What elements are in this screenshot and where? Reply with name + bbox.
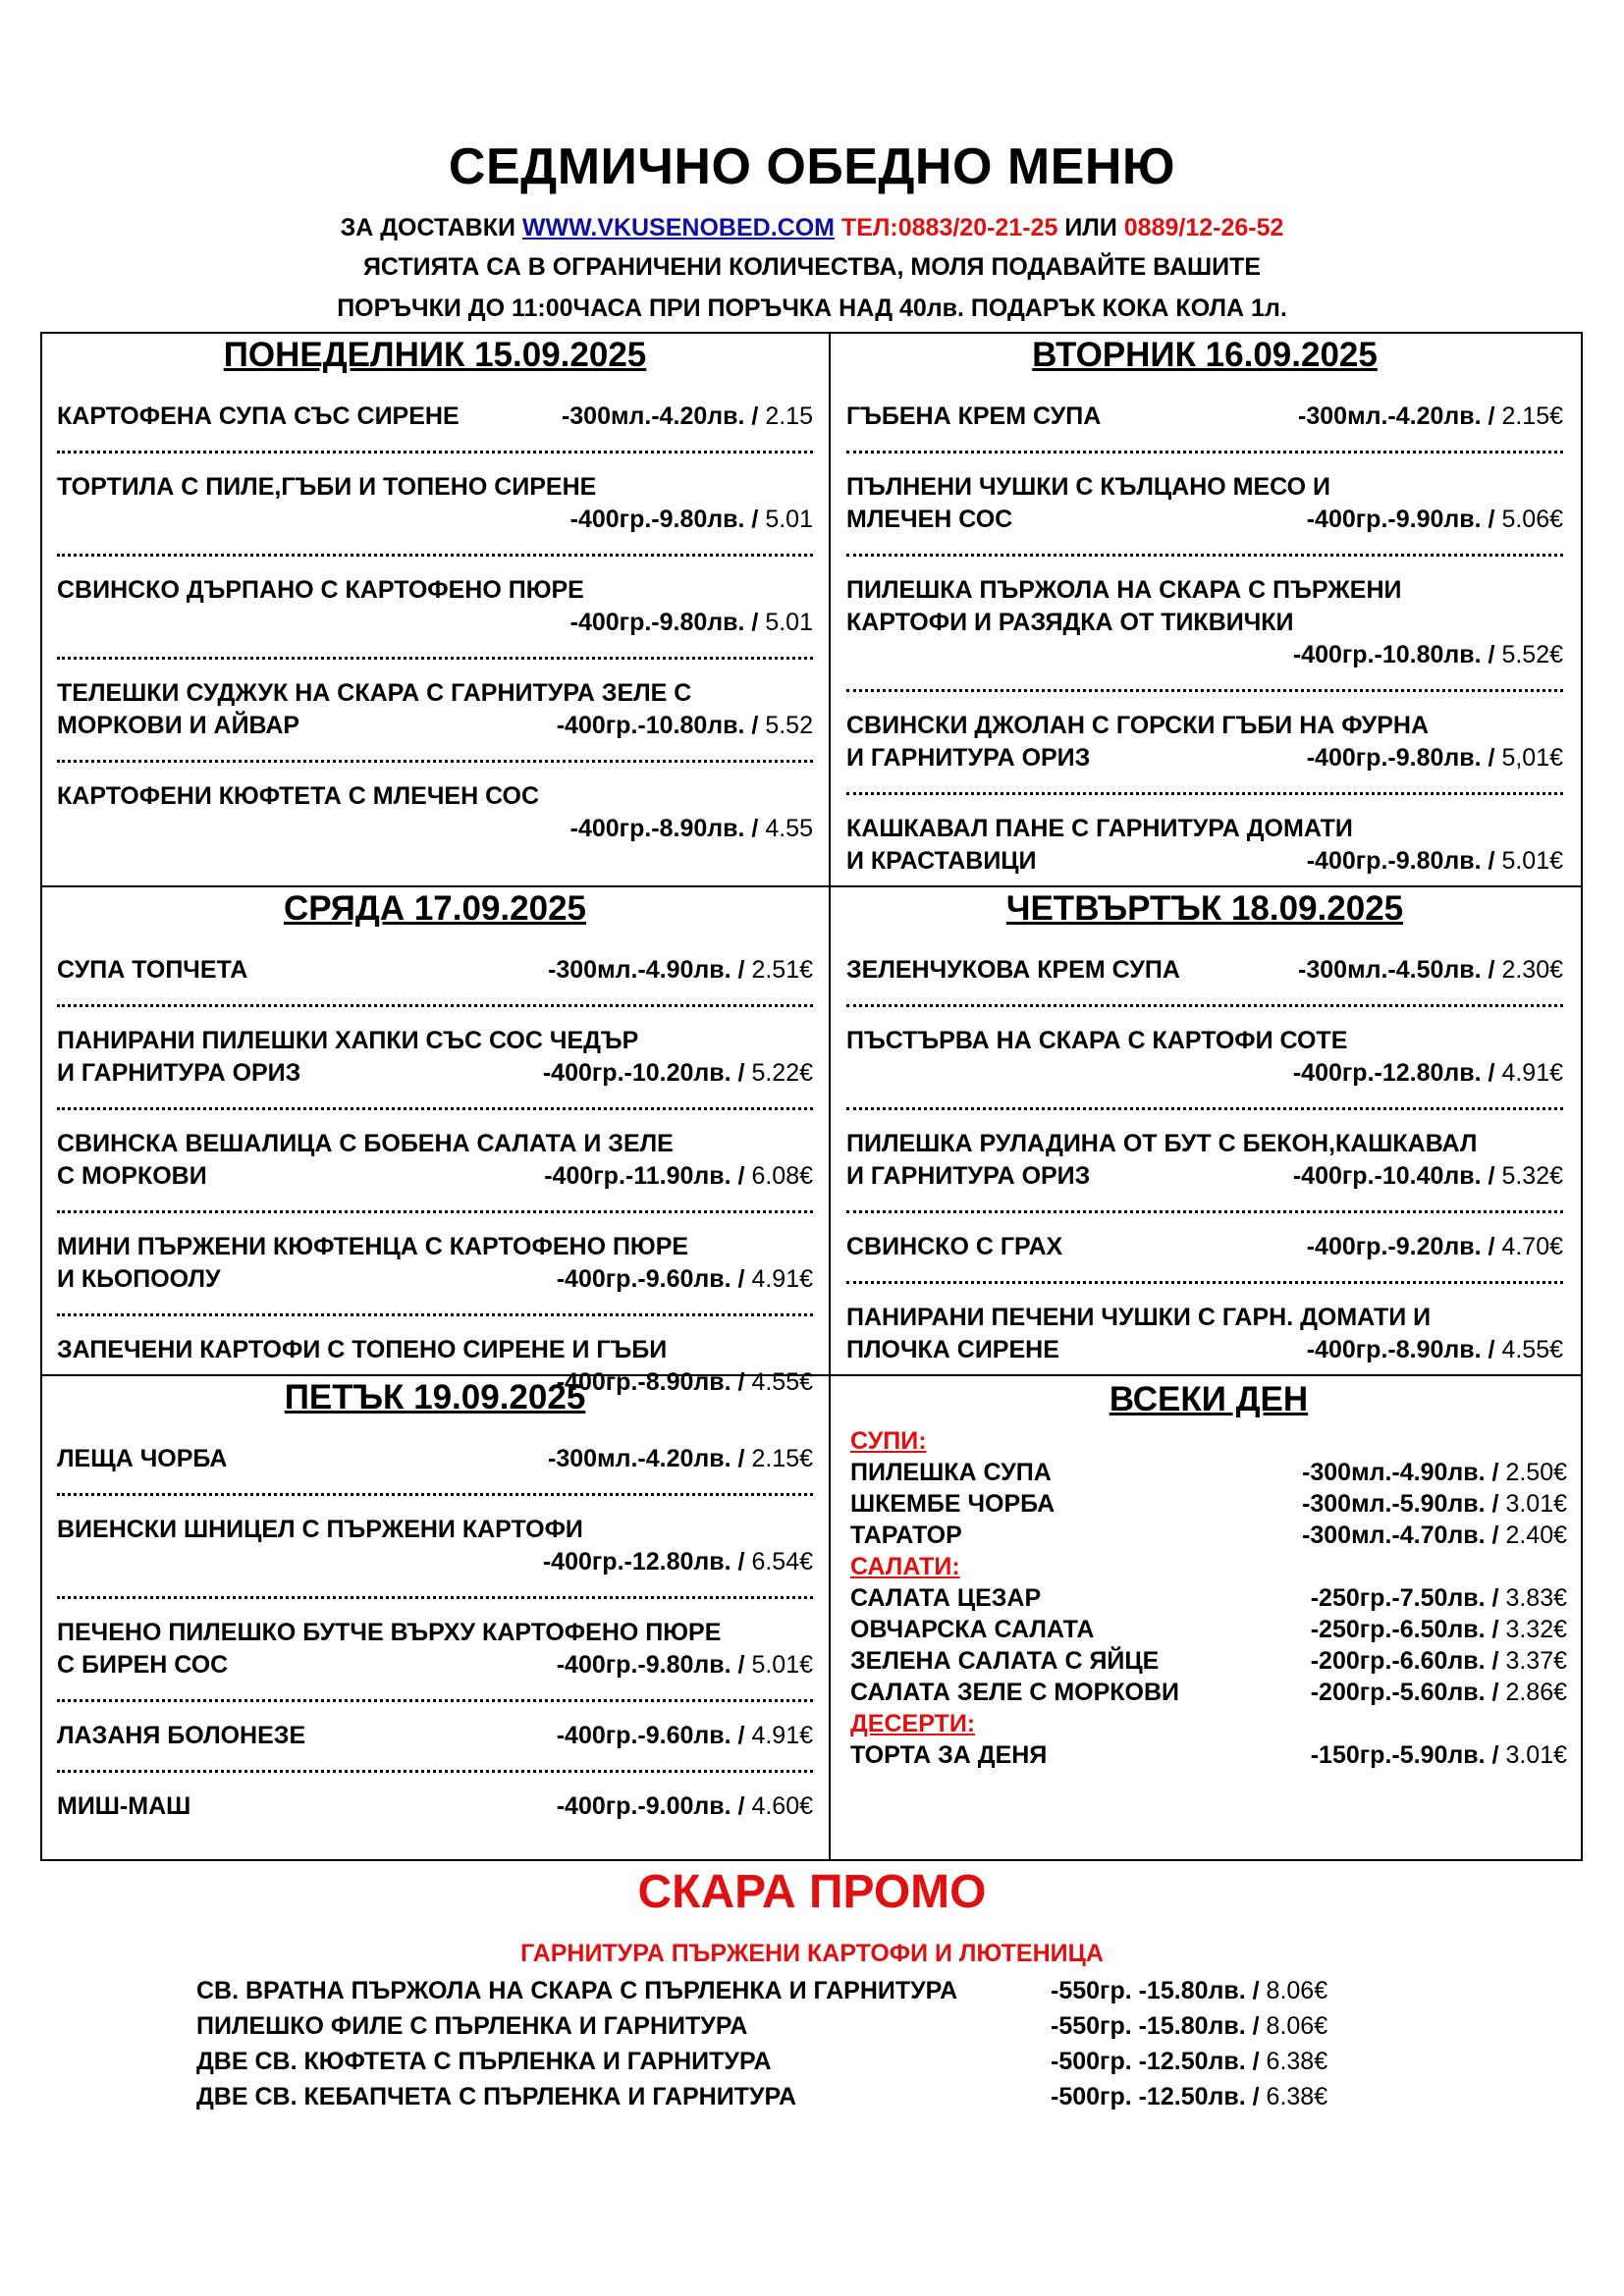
price-eur: 5.22€ bbox=[751, 1059, 813, 1087]
menu-item-price bbox=[1293, 1160, 1563, 1193]
menu-item-price bbox=[557, 1720, 813, 1752]
price-eur: 6.08€ bbox=[751, 1162, 813, 1190]
grid-divider-row-1 bbox=[40, 885, 1583, 887]
price-bgn: -400гр.-9.20лв. / bbox=[1306, 1233, 1495, 1260]
promo-subtitle: ГАРНИТУРА ПЪРЖЕНИ КАРТОФИ И ЛЮТЕНИЦА bbox=[520, 1940, 1104, 1967]
price-bgn: -400гр.-10.20лв. / bbox=[542, 1059, 745, 1087]
everyday-item-price bbox=[1311, 1645, 1567, 1677]
category-label: СУПИ: bbox=[850, 1427, 927, 1455]
everyday-item-price bbox=[1302, 1457, 1567, 1488]
dotted-separator bbox=[57, 540, 813, 557]
promo-item-name: ПИЛЕШКО ФИЛЕ С ПЪРЛЕНКА И ГАРНИТУРА bbox=[196, 2012, 748, 2040]
page-title: СЕДМИЧНО ОБЕДНО МЕНЮ bbox=[448, 138, 1176, 195]
menu-item-price bbox=[570, 504, 813, 536]
menu-item bbox=[57, 574, 813, 639]
day-section bbox=[57, 889, 813, 1399]
menu-item-name: ПЕЧЕНО ПИЛЕШКО БУТЧЕ ВЪРХУ КАРТОФЕНО ПЮРЕ bbox=[57, 1619, 722, 1646]
price-eur: 6.54€ bbox=[751, 1548, 813, 1575]
price-eur: 3.83€ bbox=[1505, 1584, 1567, 1612]
dotted-separator bbox=[846, 437, 1563, 454]
promo-item bbox=[196, 2044, 1384, 2079]
menu-item bbox=[57, 954, 813, 987]
website-link[interactable]: WWW.VKUSENOBED.COM bbox=[521, 214, 835, 241]
menu-item-name: КАШКАВАЛ ПАНЕ С ГАРНИТУРА ДОМАТИ bbox=[846, 815, 1353, 842]
dotted-separator bbox=[57, 1582, 813, 1599]
price-bgn: -400гр.-9.90лв. / bbox=[1306, 506, 1495, 533]
menu-item-price bbox=[1307, 742, 1563, 774]
everyday-item bbox=[850, 1457, 1567, 1488]
price-eur: 4.60€ bbox=[751, 1792, 813, 1820]
everyday-item-price bbox=[1311, 1677, 1567, 1708]
dotted-separator bbox=[57, 1300, 813, 1316]
everyday-item-price bbox=[1302, 1488, 1567, 1520]
everyday-item bbox=[850, 1677, 1567, 1708]
menu-item-price bbox=[1298, 954, 1563, 987]
dotted-separator bbox=[846, 1094, 1563, 1110]
menu-item bbox=[846, 710, 1563, 774]
price-eur: 2.86€ bbox=[1505, 1679, 1567, 1706]
dotted-separator bbox=[57, 1479, 813, 1496]
menu-item-price bbox=[1307, 845, 1563, 878]
price-bgn: -400гр.-12.80лв. / bbox=[1292, 1059, 1495, 1087]
price-eur: 2.15 bbox=[765, 402, 813, 430]
price-eur: 5.52€ bbox=[1501, 641, 1563, 668]
dotted-separator bbox=[846, 1197, 1563, 1213]
price-eur: 5.52 bbox=[765, 712, 813, 739]
price-bgn: -550гр. -15.80лв. / bbox=[1051, 2012, 1260, 2040]
menu-item bbox=[57, 1231, 813, 1296]
menu-item bbox=[57, 677, 813, 742]
price-bgn: -200гр.-6.60лв. / bbox=[1310, 1647, 1499, 1675]
price-bgn: -500гр. -12.50лв. / bbox=[1051, 2048, 1260, 2075]
menu-item bbox=[846, 1025, 1563, 1090]
everyday-item-price bbox=[1311, 1614, 1567, 1645]
everyday-title: ВСЕКИ ДЕН bbox=[1109, 1380, 1309, 1418]
dotted-separator bbox=[57, 1094, 813, 1110]
menu-item-name: И ГАРНИТУРА ОРИЗ bbox=[846, 1162, 1091, 1190]
everyday-item-name: САЛАТА ЗЕЛЕ С МОРКОВИ bbox=[850, 1679, 1180, 1706]
menu-item-price bbox=[557, 1263, 813, 1296]
price-eur: 6.38€ bbox=[1266, 2083, 1328, 2110]
dotted-separator bbox=[57, 643, 813, 660]
menu-item bbox=[57, 1443, 813, 1475]
menu-item-price bbox=[557, 1649, 813, 1682]
day-title: ЧЕТВЪРТЪК 18.09.2025 bbox=[1005, 889, 1404, 928]
menu-item-name: ТЕЛЕШКИ СУДЖУК НА СКАРА С ГАРНИТУРА ЗЕЛЕ С bbox=[57, 679, 692, 707]
price-eur: 3.32€ bbox=[1505, 1616, 1567, 1643]
price-eur: 2.50€ bbox=[1505, 1459, 1567, 1486]
price-bgn: -550гр. -15.80лв. / bbox=[1051, 1977, 1260, 2004]
menu-item-name: ПАНИРАНИ ПИЛЕШКИ ХАПКИ СЪС СОС ЧЕДЪР bbox=[57, 1027, 639, 1054]
price-bgn: -400гр.-8.90лв. / bbox=[1306, 1336, 1495, 1363]
price-eur: 4.91€ bbox=[751, 1722, 813, 1749]
menu-item-price bbox=[1307, 504, 1563, 536]
menu-item bbox=[846, 574, 1563, 671]
menu-item-name: ПАНИРАНИ ПЕЧЕНИ ЧУШКИ С ГАРН. ДОМАТИ И bbox=[846, 1304, 1432, 1331]
price-eur: 2.51€ bbox=[751, 956, 813, 984]
category-label: ДЕСЕРТИ: bbox=[850, 1710, 976, 1737]
price-bgn: -400гр.-8.90лв. / bbox=[556, 1368, 745, 1396]
everyday-item-name: ЗЕЛЕНА САЛАТА С ЯЙЦЕ bbox=[850, 1647, 1160, 1675]
menu-item-name: И КРАСТАВИЦИ bbox=[846, 847, 1037, 875]
menu-item-price bbox=[543, 1546, 813, 1578]
everyday-item bbox=[850, 1645, 1567, 1677]
menu-item-price bbox=[562, 400, 813, 433]
menu-item-price bbox=[548, 1443, 813, 1475]
price-eur: 2.30€ bbox=[1501, 956, 1563, 984]
menu-item-name: С БИРЕН СОС bbox=[57, 1651, 229, 1679]
menu-item-name: ЛАЗАНЯ БОЛОНЕЗЕ bbox=[57, 1722, 306, 1749]
dotted-separator bbox=[846, 778, 1563, 795]
menu-item-name: КАРТОФИ И РАЗЯДКА ОТ ТИКВИЧКИ bbox=[846, 609, 1294, 636]
menu-item-price bbox=[1298, 400, 1563, 433]
price-bgn: -500гр. -12.50лв. / bbox=[1051, 2083, 1260, 2110]
day-section bbox=[57, 336, 813, 845]
price-bgn: -250гр.-6.50лв. / bbox=[1310, 1616, 1499, 1643]
promo-item-name: СВ. ВРАТНА ПЪРЖОЛА НА СКАРА С ПЪРЛЕНКА И ГАРНИТУРА bbox=[196, 1977, 958, 2004]
menu-item bbox=[846, 400, 1563, 433]
price-eur: 2.15€ bbox=[1501, 402, 1563, 430]
everyday-item-price bbox=[1302, 1520, 1567, 1551]
menu-item-name: И ГАРНИТУРА ОРИЗ bbox=[846, 744, 1091, 772]
price-eur: 3.01€ bbox=[1505, 1490, 1567, 1518]
price-eur: 4.55 bbox=[765, 815, 813, 842]
menu-item-price bbox=[570, 607, 813, 639]
menu-item-name: ПИЛЕШКА ПЪРЖОЛА НА СКАРА С ПЪРЖЕНИ bbox=[846, 576, 1402, 604]
promo-item-price bbox=[1051, 2079, 1327, 2114]
everyday-item-name: ТАРАТОР bbox=[850, 1522, 962, 1549]
menu-item-name: С МОРКОВИ bbox=[57, 1162, 207, 1190]
menu-item bbox=[57, 471, 813, 536]
menu-item bbox=[846, 1231, 1563, 1263]
day-title: ПОНЕДЕЛНИК 15.09.2025 bbox=[223, 336, 647, 374]
everyday-item-price bbox=[1311, 1582, 1567, 1614]
dotted-separator bbox=[57, 1685, 813, 1702]
price-eur: 2.40€ bbox=[1505, 1522, 1567, 1549]
delivery-label: ЗА ДОСТАВКИ bbox=[340, 214, 515, 241]
menu-item-name: ЛЕЩА ЧОРБА bbox=[57, 1445, 228, 1472]
menu-item bbox=[846, 954, 1563, 987]
price-bgn: -400гр.-9.60лв. / bbox=[556, 1265, 745, 1293]
notice-line-2: ПОРЪЧКИ ДО 11:00ЧАСА ПРИ ПОРЪЧКА НАД 40лв. ПОДАРЪК КОКА КОЛА 1л. bbox=[337, 294, 1287, 322]
price-bgn: -300мл.-4.70лв. / bbox=[1302, 1522, 1499, 1549]
menu-item-name: ГЪБЕНА КРЕМ СУПА bbox=[846, 402, 1102, 430]
menu-item-name: СВИНСКА ВЕШАЛИЦА С БОБЕНА САЛАТА И ЗЕЛЕ bbox=[57, 1130, 674, 1157]
menu-item-name: ПИЛЕШКА РУЛАДИНА ОТ БУТ С БЕКОН,КАШКАВАЛ bbox=[846, 1130, 1478, 1157]
price-bgn: -400гр.-10.80лв. / bbox=[1292, 641, 1495, 668]
menu-item-name: ВИЕНСКИ ШНИЦЕЛ С ПЪРЖЕНИ КАРТОФИ bbox=[57, 1516, 583, 1543]
menu-item-name: СВИНСКО С ГРАХ bbox=[846, 1233, 1063, 1260]
price-bgn: -400гр.-9.80лв. / bbox=[1306, 847, 1495, 875]
everyday-item bbox=[850, 1582, 1567, 1614]
menu-item-price bbox=[1307, 1231, 1563, 1263]
dotted-separator bbox=[57, 437, 813, 454]
menu-item-name: КАРТОФЕНА СУПА СЪС СИРЕНЕ bbox=[57, 402, 460, 430]
price-eur: 5.01 bbox=[765, 506, 813, 533]
day-section bbox=[846, 889, 1563, 1366]
menu-item bbox=[57, 1514, 813, 1578]
price-eur: 5,01€ bbox=[1501, 744, 1563, 772]
day-title: ВТОРНИК 16.09.2025 bbox=[1032, 336, 1378, 374]
menu-item bbox=[57, 1790, 813, 1823]
price-eur: 4.55€ bbox=[751, 1368, 813, 1396]
menu-item-price bbox=[557, 710, 813, 742]
phone-2[interactable]: 0889/12-26-52 bbox=[1123, 214, 1284, 241]
menu-item-price bbox=[1293, 639, 1563, 671]
menu-item-price bbox=[1293, 1057, 1563, 1090]
delivery-line bbox=[0, 214, 1624, 242]
price-eur: 4.55€ bbox=[1501, 1336, 1563, 1363]
menu-item-price bbox=[543, 1057, 813, 1090]
dotted-separator bbox=[846, 675, 1563, 692]
menu-item-name: ЗЕЛЕНЧУКОВА КРЕМ СУПА bbox=[846, 956, 1180, 984]
promo-item bbox=[196, 2079, 1384, 2114]
price-eur: 3.37€ bbox=[1505, 1647, 1567, 1675]
menu-item-price bbox=[1307, 1334, 1563, 1366]
menu-item-name: МОРКОВИ И АЙВАР bbox=[57, 712, 300, 739]
menu-item bbox=[57, 1025, 813, 1090]
category-label: САЛАТИ: bbox=[850, 1553, 960, 1580]
price-eur: 4.91€ bbox=[1501, 1059, 1563, 1087]
promo-item-price bbox=[1051, 2044, 1327, 2079]
day-section bbox=[57, 1378, 813, 1823]
price-bgn: -400гр.-11.90лв. / bbox=[544, 1162, 745, 1190]
menu-item-name: И КЬОПООЛУ bbox=[57, 1265, 221, 1293]
price-eur: 5.01€ bbox=[1501, 847, 1563, 875]
everyday-item-name: ОВЧАРСКА САЛАТА bbox=[850, 1616, 1095, 1643]
dotted-separator bbox=[846, 540, 1563, 557]
menu-item-name: ПЪЛНЕНИ ЧУШКИ С КЪЛЦАНО МЕСО И bbox=[846, 473, 1330, 501]
phone-1[interactable]: ТЕЛ:0883/20-21-25 bbox=[840, 214, 1058, 241]
everyday-item bbox=[850, 1614, 1567, 1645]
dotted-separator bbox=[846, 990, 1563, 1007]
promo-item bbox=[196, 2008, 1384, 2044]
everyday-item-name: САЛАТА ЦЕЗАР bbox=[850, 1584, 1042, 1612]
price-bgn: -400гр.-9.80лв. / bbox=[569, 609, 759, 636]
or-text: ИЛИ bbox=[1064, 214, 1117, 241]
price-eur: 3.01€ bbox=[1505, 1741, 1567, 1769]
promo-item-name: ДВЕ СВ. КЮФТЕТА С ПЪРЛЕНКА И ГАРНИТУРА bbox=[196, 2048, 772, 2075]
grid-divider-vertical bbox=[829, 332, 831, 1861]
dotted-separator bbox=[57, 1756, 813, 1773]
promo-item-name: ДВЕ СВ. КЕБАПЧЕТА С ПЪРЛЕНКА И ГАРНИТУРА bbox=[196, 2083, 797, 2110]
price-bgn: -300мл.-4.20лв. / bbox=[548, 1445, 745, 1472]
menu-item-name: ПЪСТЪРВА НА СКАРА С КАРТОФИ СОТЕ bbox=[846, 1027, 1348, 1054]
menu-item bbox=[846, 1128, 1563, 1193]
price-bgn: -400гр.-9.80лв. / bbox=[569, 506, 759, 533]
price-bgn: -150гр.-5.90лв. / bbox=[1310, 1741, 1499, 1769]
menu-item bbox=[57, 400, 813, 433]
price-bgn: -400гр.-9.80лв. / bbox=[1306, 744, 1495, 772]
menu-item bbox=[57, 1720, 813, 1752]
day-title: СРЯДА 17.09.2025 bbox=[283, 889, 586, 928]
menu-item-name: СВИНСКО ДЪРПАНО С КАРТОФЕНО ПЮРЕ bbox=[57, 576, 584, 604]
price-bgn: -300мл.-4.20лв. / bbox=[561, 402, 759, 430]
promo-item-price bbox=[1051, 2008, 1327, 2044]
price-eur: 5.01 bbox=[765, 609, 813, 636]
menu-item-name: КАРТОФЕНИ КЮФТЕТА С МЛЕЧЕН СОС bbox=[57, 782, 540, 810]
day-title: ПЕТЪК 19.09.2025 bbox=[284, 1378, 586, 1416]
menu-item bbox=[846, 813, 1563, 878]
menu-item bbox=[846, 471, 1563, 536]
menu-item-name: СУПА ТОПЧЕТА bbox=[57, 956, 248, 984]
notice-line-1: ЯСТИЯТА СА В ОГРАНИЧЕНИ КОЛИЧЕСТВА, МОЛЯ ПОДАВАЙТЕ ВАШИТЕ bbox=[362, 253, 1262, 281]
dotted-separator bbox=[57, 1197, 813, 1213]
menu-item-name: ПЛОЧКА СИРЕНЕ bbox=[846, 1336, 1059, 1363]
price-bgn: -400гр.-9.60лв. / bbox=[556, 1722, 745, 1749]
everyday-item-price bbox=[1311, 1739, 1567, 1771]
menu-item bbox=[57, 1617, 813, 1682]
day-section bbox=[846, 336, 1563, 878]
dotted-separator bbox=[846, 1267, 1563, 1284]
menu-item bbox=[57, 780, 813, 845]
menu-item-price bbox=[544, 1160, 813, 1193]
price-bgn: -300мл.-5.90лв. / bbox=[1302, 1490, 1499, 1518]
menu-item-name: ЗАПЕЧЕНИ КАРТОФИ С ТОПЕНО СИРЕНЕ И ГЪБИ bbox=[57, 1336, 668, 1363]
price-bgn: -400гр.-9.80лв. / bbox=[556, 1651, 745, 1679]
promo-list bbox=[196, 1973, 1384, 2114]
price-bgn: -400гр.-10.80лв. / bbox=[556, 712, 759, 739]
price-eur: 4.70€ bbox=[1501, 1233, 1563, 1260]
everyday-item-name: ПИЛЕШКА СУПА bbox=[850, 1459, 1052, 1486]
price-bgn: -300мл.-4.20лв. / bbox=[1298, 402, 1495, 430]
everyday-section bbox=[850, 1380, 1567, 1771]
menu-item-price bbox=[557, 1790, 813, 1823]
price-bgn: -400гр.-9.00лв. / bbox=[556, 1792, 745, 1820]
everyday-item-name: ТОРТА ЗА ДЕНЯ bbox=[850, 1741, 1048, 1769]
price-bgn: -300мл.-4.50лв. / bbox=[1298, 956, 1495, 984]
price-bgn: -400гр.-8.90лв. / bbox=[569, 815, 759, 842]
menu-item-name: ТОРТИЛА С ПИЛЕ,ГЪБИ И ТОПЕНО СИРЕНЕ bbox=[57, 473, 597, 501]
price-bgn: -200гр.-5.60лв. / bbox=[1310, 1679, 1499, 1706]
menu-item-name: СВИНСКИ ДЖОЛАН С ГОРСКИ ГЪБИ НА ФУРНА bbox=[846, 712, 1429, 739]
price-eur: 2.15€ bbox=[751, 1445, 813, 1472]
price-bgn: -250гр.-7.50лв. / bbox=[1310, 1584, 1499, 1612]
menu-item-name: МИНИ ПЪРЖЕНИ КЮФТЕНЦА С КАРТОФЕНО ПЮРЕ bbox=[57, 1233, 689, 1260]
price-eur: 8.06€ bbox=[1266, 2012, 1328, 2040]
price-eur: 5.01€ bbox=[751, 1651, 813, 1679]
everyday-item bbox=[850, 1739, 1567, 1771]
price-eur: 4.91€ bbox=[751, 1265, 813, 1293]
price-bgn: -300мл.-4.90лв. / bbox=[548, 956, 745, 984]
promo-title: СКАРА ПРОМО bbox=[637, 1866, 987, 1918]
promo-item-price bbox=[1051, 1973, 1327, 2008]
menu-item-price bbox=[548, 954, 813, 987]
menu-item-name: МЛЕЧЕН СОС bbox=[846, 506, 1013, 533]
menu-item bbox=[846, 1302, 1563, 1366]
dotted-separator bbox=[57, 990, 813, 1007]
price-eur: 8.06€ bbox=[1266, 1977, 1328, 2004]
promo-item bbox=[196, 1973, 1384, 2008]
menu-item-name: МИШ-МАШ bbox=[57, 1792, 191, 1820]
menu-item bbox=[57, 1128, 813, 1193]
dotted-separator bbox=[57, 746, 813, 763]
price-eur: 5.32€ bbox=[1501, 1162, 1563, 1190]
everyday-item bbox=[850, 1520, 1567, 1551]
everyday-item-name: ШКЕМБЕ ЧОРБА bbox=[850, 1490, 1056, 1518]
everyday-item bbox=[850, 1488, 1567, 1520]
price-eur: 5.06€ bbox=[1501, 506, 1563, 533]
menu-item-price bbox=[570, 813, 813, 845]
price-bgn: -400гр.-12.80лв. / bbox=[542, 1548, 745, 1575]
menu-item-name: И ГАРНИТУРА ОРИЗ bbox=[57, 1059, 301, 1087]
price-eur: 6.38€ bbox=[1266, 2048, 1328, 2075]
price-bgn: -300мл.-4.90лв. / bbox=[1302, 1459, 1499, 1486]
price-bgn: -400гр.-10.40лв. / bbox=[1292, 1162, 1495, 1190]
